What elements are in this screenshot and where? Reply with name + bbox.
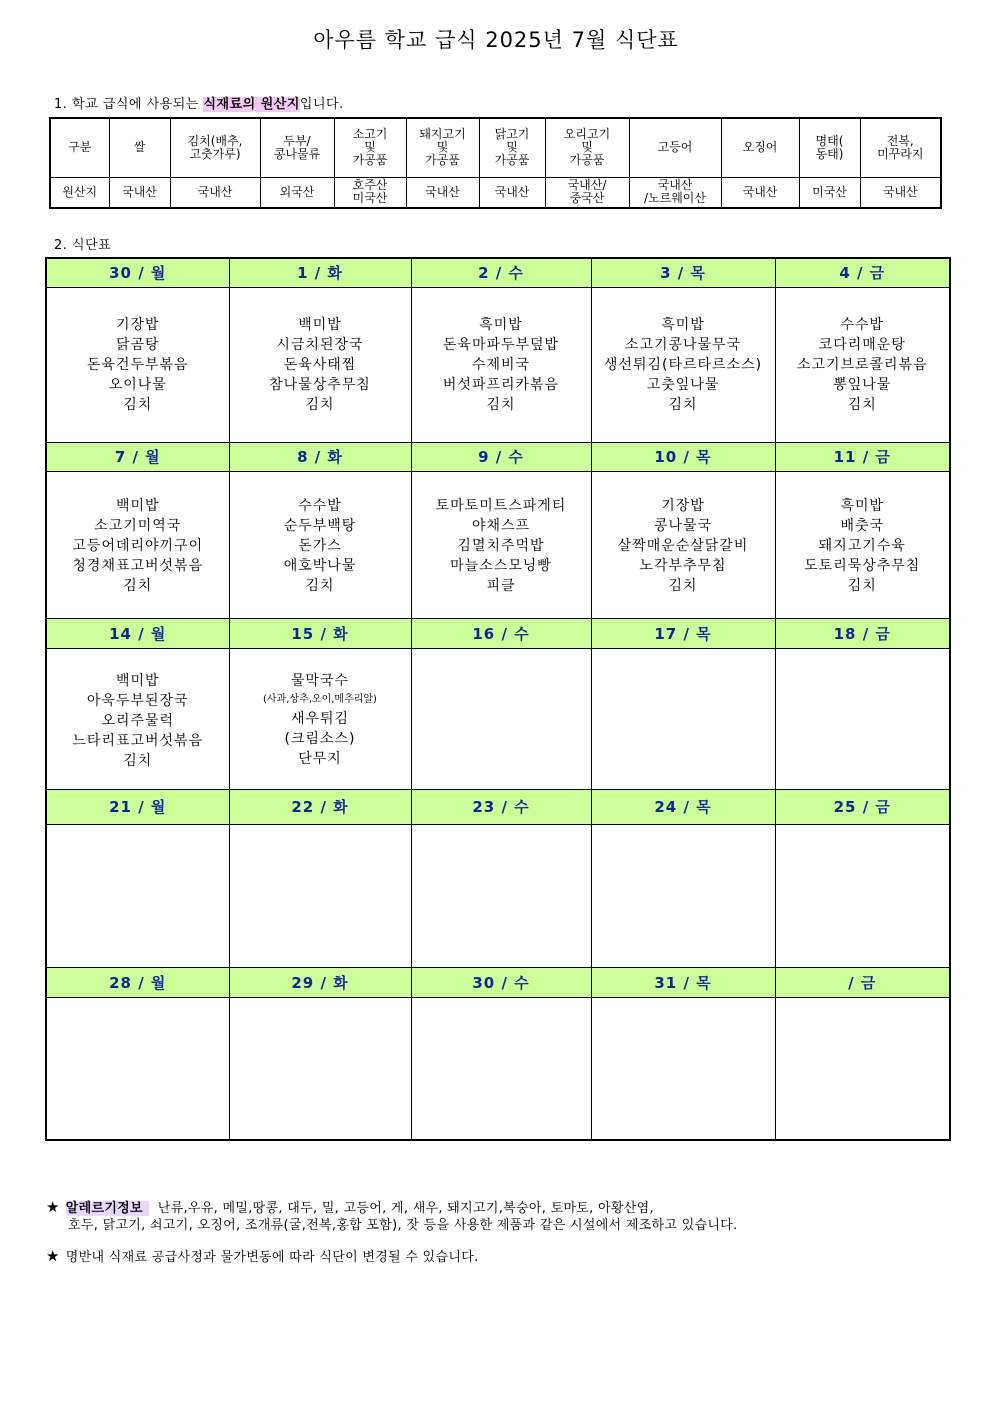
date-header: 28 / 월 <box>46 967 229 997</box>
menu-item: 고등어데리야끼구이 <box>72 537 204 554</box>
menu-item: 흑미밥 <box>840 497 885 514</box>
day-menu-cell <box>229 471 411 618</box>
origin-header-cell: 오징어 <box>721 118 799 177</box>
menu-item: 물막국수 <box>290 672 350 689</box>
date-header-row <box>46 618 950 648</box>
day-menu-cell <box>46 287 229 442</box>
day-menu-cell <box>591 471 775 618</box>
origin-header-cell: 명태( 동태) <box>799 118 860 177</box>
origin-value-cell: 국내산 <box>860 177 941 208</box>
origin-header-cell: 김치(배추, 고춧가루) <box>170 118 260 177</box>
date-header: 7 / 월 <box>46 442 229 471</box>
menu-item: 돈가스 <box>298 537 342 554</box>
menu-item: 시금치된장국 <box>276 336 364 353</box>
section-origin-prefix: 1. 학교 급식에 사용되는 <box>54 97 204 112</box>
menu-item: (사과,상추,오이,메추리알) <box>263 693 377 705</box>
menu-item: 수수밥 <box>298 497 342 514</box>
origin-table <box>49 117 942 209</box>
date-header: 2 / 수 <box>411 258 591 287</box>
day-menu-cell <box>46 471 229 618</box>
origin-value-cell: 호주산 미국산 <box>334 177 406 208</box>
menu-row <box>46 824 950 967</box>
menu-item: 노각부추무침 <box>639 557 727 574</box>
date-header: 17 / 목 <box>591 618 775 648</box>
origin-value-cell: 미국산 <box>799 177 860 208</box>
date-header: 18 / 금 <box>775 618 950 648</box>
origin-value-cell: 외국산 <box>260 177 334 208</box>
date-header-row <box>46 442 950 471</box>
menu-item: 순두부백탕 <box>283 517 357 534</box>
origin-value-cell: 국내산 <box>170 177 260 208</box>
menu-item: 김치 <box>668 577 698 594</box>
allergy-label: 알레르기정보 <box>66 1201 149 1216</box>
menu-item: 뽕잎나물 <box>833 376 892 393</box>
menu-row <box>46 471 950 618</box>
day-menu-cell <box>411 648 591 789</box>
menu-item: 김치 <box>847 396 877 413</box>
date-header: 10 / 목 <box>591 442 775 471</box>
menu-item: 청경채표고버섯볶음 <box>72 557 204 574</box>
day-menu-cell <box>229 287 411 442</box>
origin-value-cell: 국내산 <box>721 177 799 208</box>
menu-item: 흑미밥 <box>661 316 705 333</box>
change-notice-text: 명반내 식재료 공급사정과 물가변동에 따라 식단이 변경될 수 있습니다. <box>65 1250 479 1265</box>
menu-item: 살짝매운순살닭갈비 <box>617 537 749 554</box>
day-menu-cell <box>411 824 591 967</box>
menu-calendar <box>45 257 951 1141</box>
menu-item: 버섯파프리카볶음 <box>442 376 560 393</box>
menu-item: 코다리매운탕 <box>818 336 906 353</box>
menu-item: 오이나물 <box>108 376 167 393</box>
menu-item: 소고기브로콜리볶음 <box>796 356 928 373</box>
date-header: 11 / 금 <box>775 442 950 471</box>
allergy-line-1: 난류,우유, 메밀,땅콩, 대두, 밀, 고등어, 게, 새우, 돼지고기,복숭아, 토마토, 아황산염, <box>157 1201 654 1216</box>
menu-row <box>46 648 950 789</box>
menu-row <box>46 287 950 442</box>
menu-item: 고춧잎나물 <box>646 376 720 393</box>
day-menu-cell <box>591 824 775 967</box>
menu-item: 단무지 <box>298 750 342 767</box>
day-menu-cell <box>775 648 950 789</box>
date-header: / 금 <box>775 967 950 997</box>
menu-item: 기장밥 <box>115 316 160 333</box>
menu-item: 수수밥 <box>840 316 885 333</box>
menu-item: 참나물상추무침 <box>269 376 371 393</box>
day-menu-cell <box>591 997 775 1140</box>
menu-row <box>46 997 950 1140</box>
day-menu-cell <box>775 287 950 442</box>
date-header: 4 / 금 <box>775 258 950 287</box>
day-menu-cell <box>46 648 229 789</box>
menu-item: 도토리묵상추무침 <box>804 557 921 574</box>
menu-item: 소고기미역국 <box>94 517 182 534</box>
menu-item: 김치 <box>486 396 516 413</box>
origin-header-row <box>50 118 941 177</box>
menu-item: 소고기콩나물무국 <box>624 336 742 353</box>
date-header: 29 / 화 <box>229 967 411 997</box>
allergy-note <box>46 1199 738 1234</box>
menu-item: 돈육건두부볶음 <box>86 356 189 373</box>
menu-item: 기장밥 <box>661 497 705 514</box>
date-header: 16 / 수 <box>411 618 591 648</box>
day-menu-cell <box>591 287 775 442</box>
day-menu-cell <box>591 648 775 789</box>
day-menu-cell <box>46 824 229 967</box>
menu-item: 오리주물럭 <box>101 712 175 729</box>
menu-item: 김치 <box>123 752 153 769</box>
menu-item: 아욱두부된장국 <box>86 692 189 709</box>
menu-item: 수제비국 <box>471 356 531 373</box>
date-header: 23 / 수 <box>411 789 591 824</box>
day-menu-cell <box>229 648 411 789</box>
day-menu-cell <box>775 997 950 1140</box>
date-header: 21 / 월 <box>46 789 229 824</box>
menu-item: 김치 <box>847 577 877 594</box>
date-header: 25 / 금 <box>775 789 950 824</box>
star-icon: ★ <box>46 1198 60 1216</box>
allergy-line-2: 호두, 닭고기, 쇠고기, 오징어, 조개류(굴,전복,홍합 포함), 잣 등을 사용한 제품과 같은 시설에서 제조하고 있습니다. <box>68 1218 738 1233</box>
date-header: 31 / 목 <box>591 967 775 997</box>
origin-value-cell: 국내산 <box>109 177 170 208</box>
section-menu-heading: 2. 식단표 <box>54 238 112 253</box>
section-origin-highlight: 식재료의 원산지 <box>203 97 300 112</box>
date-header: 15 / 화 <box>229 618 411 648</box>
date-header: 14 / 월 <box>46 618 229 648</box>
section-origin-suffix: 입니다. <box>299 97 344 112</box>
page-title: 아우름 학교 급식 2025년 7월 식단표 <box>313 28 679 52</box>
menu-item: 닭곰탕 <box>115 336 160 353</box>
menu-item: 생선튀김(타르타르소스) <box>603 356 763 373</box>
origin-value-cell: 국내산 /노르웨이산 <box>629 177 721 208</box>
origin-header-cell: 쌀 <box>109 118 170 177</box>
menu-item: 돈육마파두부덮밥 <box>442 336 560 353</box>
origin-header-cell: 닭고기 및 가공품 <box>479 118 545 177</box>
origin-header-cell: 소고기 및 가공품 <box>334 118 406 177</box>
origin-value-cell: 국내산 <box>406 177 479 208</box>
origin-value-cell: 국내산/ 중국산 <box>545 177 629 208</box>
menu-item: 마늘소스모닝빵 <box>450 557 552 574</box>
day-menu-cell <box>411 287 591 442</box>
date-header: 22 / 화 <box>229 789 411 824</box>
menu-item: 피클 <box>486 577 516 594</box>
day-menu-cell <box>229 997 411 1140</box>
day-menu-cell <box>46 997 229 1140</box>
date-header-row <box>46 258 950 287</box>
star-icon: ★ <box>46 1247 60 1265</box>
origin-header-cell: 전복, 미꾸라지 <box>860 118 941 177</box>
origin-header-cell: 오리고기 및 가공품 <box>545 118 629 177</box>
origin-header-cell: 돼지고기 및 가공품 <box>406 118 479 177</box>
date-header-row <box>46 967 950 997</box>
menu-item: 애호박나물 <box>283 557 357 574</box>
menu-item: 백미밥 <box>298 316 342 333</box>
date-header: 24 / 목 <box>591 789 775 824</box>
section-origin-heading <box>54 93 344 112</box>
date-header: 9 / 수 <box>411 442 591 471</box>
menu-item: 김치 <box>668 396 698 413</box>
menu-item: 돈육사태찜 <box>283 356 357 373</box>
day-menu-cell <box>411 471 591 618</box>
date-header: 1 / 화 <box>229 258 411 287</box>
menu-item: 김치 <box>123 577 153 594</box>
menu-item: 토마토미트스파게티 <box>435 497 567 514</box>
date-header: 3 / 목 <box>591 258 775 287</box>
menu-item: 백미밥 <box>115 672 160 689</box>
menu-item: 백미밥 <box>115 497 160 514</box>
menu-item: 느타리표고버섯볶음 <box>72 732 204 749</box>
day-menu-cell <box>775 824 950 967</box>
change-note <box>46 1246 479 1265</box>
menu-item: 김치 <box>123 396 153 413</box>
menu-item: 김멸치주먹밥 <box>457 537 545 554</box>
menu-item: 김치 <box>305 577 335 594</box>
menu-item: 새우튀김 <box>290 710 350 727</box>
origin-value-cell: 원산지 <box>50 177 109 208</box>
menu-item: 배춧국 <box>840 517 885 534</box>
date-header: 8 / 화 <box>229 442 411 471</box>
origin-header-cell: 구분 <box>50 118 109 177</box>
menu-item: 흑미밥 <box>479 316 523 333</box>
day-menu-cell <box>775 471 950 618</box>
day-menu-cell <box>229 824 411 967</box>
date-header: 30 / 수 <box>411 967 591 997</box>
date-header: 30 / 월 <box>46 258 229 287</box>
origin-header-cell: 두부/ 콩나물류 <box>260 118 334 177</box>
origin-header-cell: 고등어 <box>629 118 721 177</box>
menu-item: 돼지고기수육 <box>818 537 906 554</box>
origin-value-row <box>50 177 941 208</box>
day-menu-cell <box>411 997 591 1140</box>
menu-item: 콩나물국 <box>653 517 713 534</box>
menu-item: 야채스프 <box>471 517 531 534</box>
menu-item: 김치 <box>305 396 335 413</box>
menu-item: (크림소스) <box>284 730 356 747</box>
date-header-row <box>46 789 950 824</box>
origin-value-cell: 국내산 <box>479 177 545 208</box>
